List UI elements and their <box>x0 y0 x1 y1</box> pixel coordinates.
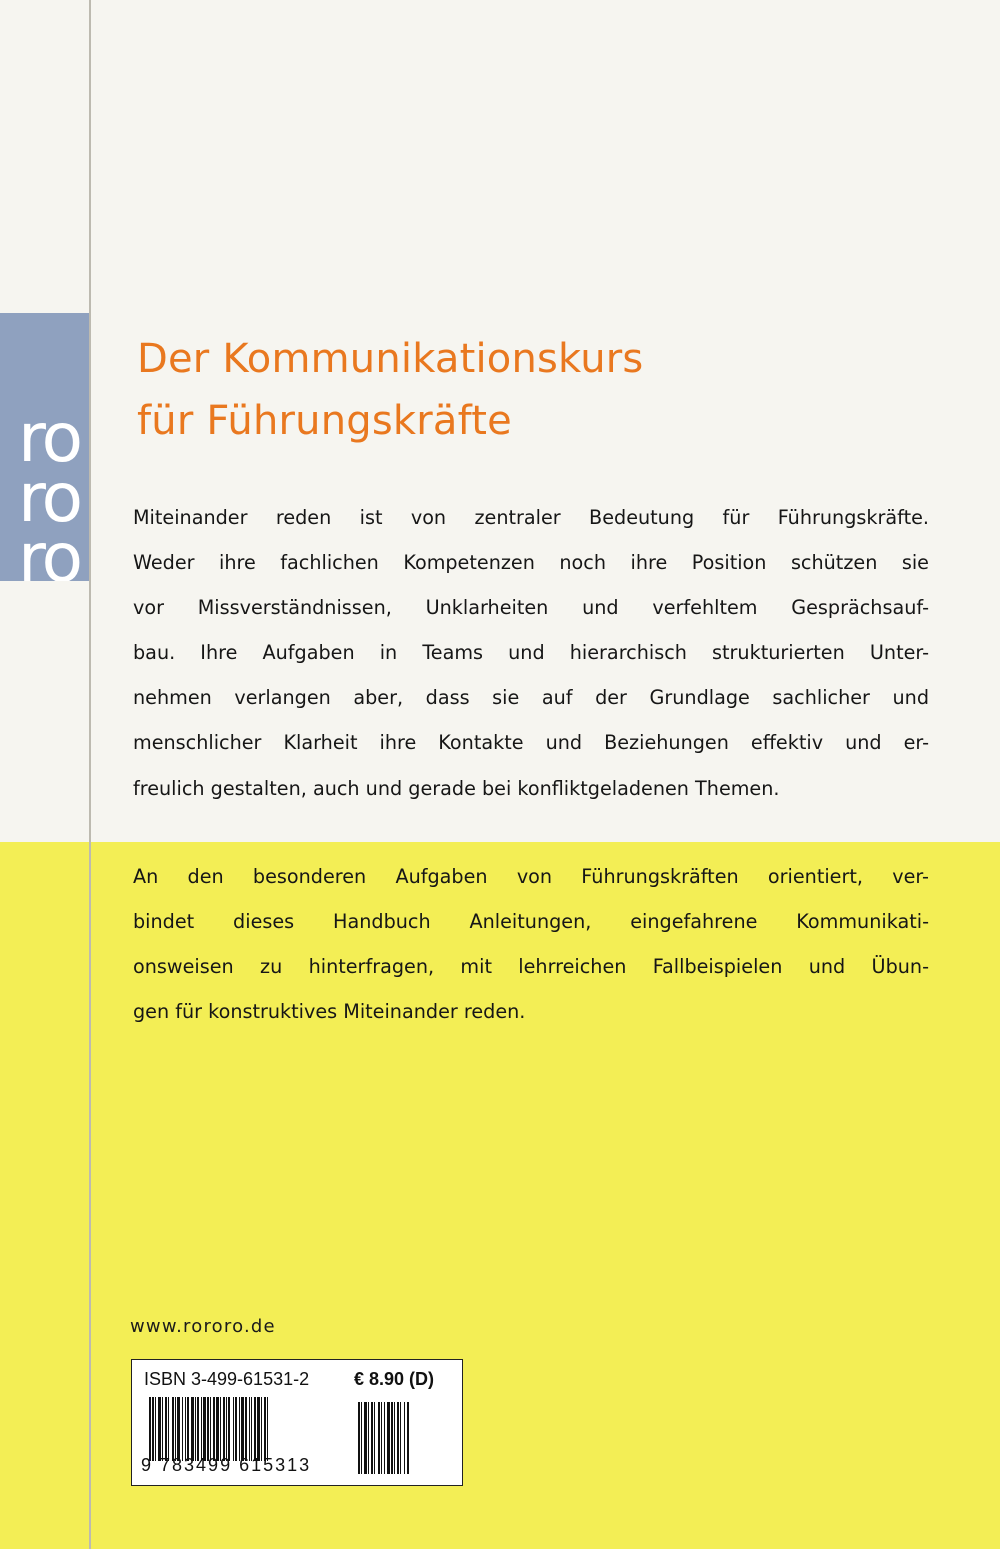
barcode-bar <box>407 1402 409 1474</box>
barcode-bar <box>371 1402 373 1474</box>
description-paragraph-1 <box>133 495 929 811</box>
barcode-bar <box>391 1402 393 1474</box>
barcode-digits: 9 783499 615313 <box>141 1455 312 1475</box>
paragraph-line: menschlicher Klarheit ihre Kontakte und Beziehungen effektiv und er- <box>133 731 929 755</box>
logo-text-line: ro <box>18 459 81 538</box>
barcode-bar <box>177 1397 180 1461</box>
barcode-bar <box>152 1397 154 1461</box>
paragraph-line: freulich gestalten, auch und gerade bei konfliktgeladenen Themen. <box>133 776 780 800</box>
barcode-bar <box>233 1397 234 1461</box>
price-label: € 8.90 (D) <box>354 1369 435 1389</box>
logo-text-line: ro <box>18 519 81 581</box>
paragraph-line: nehmen verlangen aber, dass sie auf der Grundlage sachlicher und <box>133 686 929 710</box>
barcode-bar <box>384 1402 385 1474</box>
barcode-bar <box>374 1402 375 1474</box>
barcode-bar <box>404 1402 405 1474</box>
barcode-bar <box>254 1397 256 1461</box>
barcode-bar <box>172 1397 174 1461</box>
logo-text-line: ro <box>18 399 81 478</box>
barcode-label <box>131 1359 463 1486</box>
barcode-bar <box>201 1397 202 1461</box>
barcode-bar <box>216 1397 219 1461</box>
barcode-bar <box>364 1402 367 1474</box>
barcode-bar <box>235 1397 237 1461</box>
barcode-bar <box>264 1397 266 1461</box>
barcode-bar <box>241 1397 244 1461</box>
paragraph-line: An den besonderen Aufgaben von Führungskräften orientiert, ver- <box>133 865 929 888</box>
barcode-bar <box>261 1397 262 1461</box>
barcode-bar <box>251 1397 252 1461</box>
headline-line: Der Kommunikationskurs <box>137 336 644 382</box>
paragraph-line: bindet dieses Handbuch Anleitungen, eingefahrene Kommunikati- <box>133 910 929 934</box>
paragraph-line: Miteinander reden ist von zentraler Bedeutung für Führungskräfte. <box>133 506 929 529</box>
description-paragraph-2 <box>133 854 929 1034</box>
book-headline <box>137 328 897 452</box>
barcode-bar <box>197 1397 199 1461</box>
barcode-bar <box>400 1402 401 1474</box>
barcode-bar <box>368 1402 369 1474</box>
barcode-bar <box>162 1397 163 1461</box>
barcode-bar <box>358 1402 360 1474</box>
paragraph-line: bau. Ihre Aufgaben in Teams und hierarchisch strukturierten Unter- <box>133 641 929 665</box>
barcode-bar <box>381 1402 382 1474</box>
barcode-bar <box>187 1397 189 1461</box>
barcode-bar <box>228 1397 230 1461</box>
barcode-bar <box>155 1397 156 1461</box>
barcode-bar <box>168 1397 169 1461</box>
barcode-bar <box>213 1397 215 1461</box>
barcode-bar <box>195 1397 196 1461</box>
barcode-bar <box>185 1397 186 1461</box>
barcode-bar <box>220 1397 221 1461</box>
barcode-bar <box>378 1402 380 1474</box>
barcode-bar <box>158 1397 161 1461</box>
barcode-bar <box>361 1402 362 1474</box>
paragraph-line: vor Missverständnissen, Unklarheiten und verfehltem Gesprächsauf- <box>133 596 929 620</box>
barcode-bar <box>239 1397 240 1461</box>
price-addon-barcode <box>358 1402 448 1474</box>
barcode-bar <box>249 1397 250 1461</box>
barcode-bar <box>257 1397 260 1461</box>
isbn-number: ISBN 3-499-61531-2 <box>144 1369 310 1389</box>
paragraph-line: gen für konstruktives Miteinander reden. <box>133 1000 526 1024</box>
barcode-bar <box>175 1397 176 1461</box>
spine-divider <box>89 0 91 1549</box>
barcode-bar <box>397 1402 399 1474</box>
barcode-bar <box>182 1397 183 1461</box>
rororo-logo <box>0 313 89 581</box>
paragraph-line: onsweisen zu hinterfragen, mit lehrreichen Fallbeispielen und Übun- <box>133 955 929 979</box>
barcode-bar <box>394 1402 395 1474</box>
barcode-bar <box>223 1397 225 1461</box>
ean-barcode <box>149 1397 331 1461</box>
barcode-bar <box>226 1397 227 1461</box>
publisher-website: www.rororo.de <box>130 1316 276 1337</box>
headline-line: für Führungskräfte <box>137 398 512 444</box>
barcode-bar <box>387 1402 390 1474</box>
barcode-bar <box>165 1397 167 1461</box>
barcode-bar <box>210 1397 211 1461</box>
paragraph-line: Weder ihre fachlichen Kompetenzen noch ihre Position schützen sie <box>133 551 929 575</box>
barcode-bar <box>267 1397 268 1461</box>
barcode-bar <box>149 1397 151 1461</box>
barcode-bar <box>245 1397 247 1461</box>
barcode-bar <box>203 1397 206 1461</box>
barcode-bar <box>207 1397 209 1461</box>
barcode-bar <box>191 1397 194 1461</box>
